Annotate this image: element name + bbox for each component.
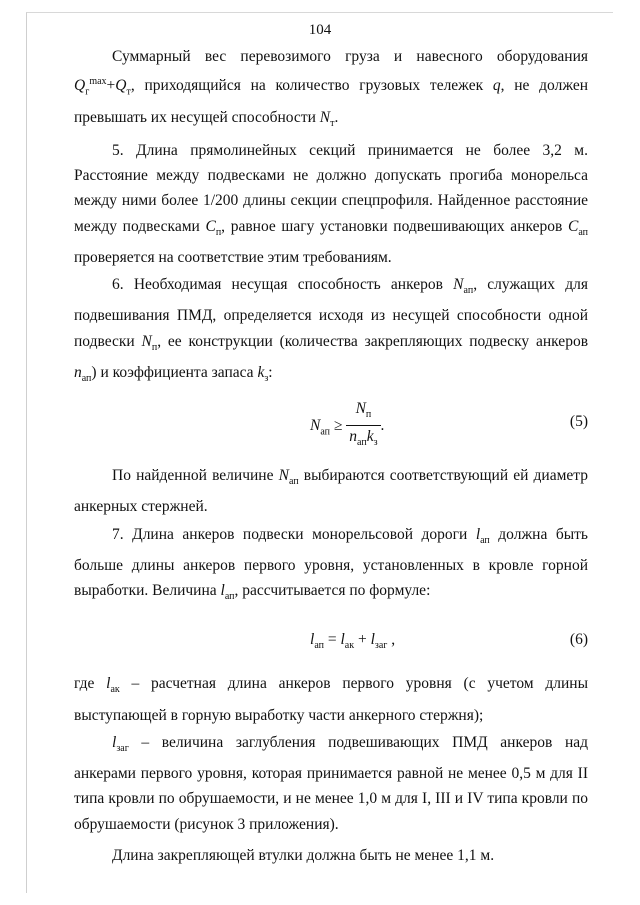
formula-5-number: (5) xyxy=(569,413,588,431)
formula-6-number: (6) xyxy=(569,631,588,649)
paragraph-lzag: $l_{заг}$ – величина заглубления подвешивающих ПМД анкеров над анкерами первого уровня, которая принимается равной не менее 0,5 м для II типа кровли по обрушаемости, и не менее 1,0 м для I, III и IV типа кровли по обрушаемости (рисунок 3 приложения). xyxy=(74,733,588,833)
paragraph-item-6: 6. Необходимая несущая способность анкеров $N_{ап}$, служащих для подвешивания ПМД, определяется исходя из несущей способности одной подвески $N_п$, ее конструкции (количества закрепляющих подвеску анкеров $n_{ап}$) и коэффициента запаса $k_з$: xyxy=(74,276,589,384)
page-number: 104 xyxy=(308,22,332,38)
formula-5 xyxy=(74,397,588,455)
paragraph-item-5: 5. Длина прямолинейных секций принимается не более 3,2 м. Расстояние между подвесками не должно допускать прогиба монорельса между ними более 1/200 длины секции спецпрофиля. Найденное расстояние между подвесками $C_п$, равное шагу установки подвешивающих анкеров $C_{ап}$ проверяется на соответствие этим требованиям. xyxy=(74,141,588,266)
formula-5-expression: $N_{ап}$ ≥ $\frac{N_п}{n_{ап}k_з}$ . xyxy=(310,399,384,454)
paragraph-sleeve-length: Длина закрепляющей втулки должна быть не менее 1,1 м. xyxy=(112,846,495,864)
document-body xyxy=(74,44,588,868)
paragraph-where-lak: где $l_{ак}$ – расчетная длина анкеров первого уровня (с учетом длины выступающей в горную выработку части анкерного стержня); xyxy=(74,675,588,724)
formula-6-expression: $l_{ап} = l_{ак} + l_{заг}$ , xyxy=(310,631,396,652)
paragraph-total-weight: Суммарный вес перевозимого груза и навесного оборудования $Q_г^{max}+Q_т$, приходящийся на количество грузовых тележек q, не должен превышать их несущей способности $N_т$. xyxy=(74,48,589,129)
formula-6 xyxy=(74,615,588,667)
paragraph-diameter: По найденной величине $N_{ап}$ выбираются соответствующий ей диаметр анкерных стержней. xyxy=(74,467,589,516)
paragraph-item-7: 7. Длина анкеров подвески монорельсовой дороги $l_{ап}$ должна быть больше длины анкеров первого уровня, установленных в кровле горной выработки. Величина $l_{ап}$, рассчитывается по формуле: xyxy=(74,525,588,603)
formula-5-fraction: $\frac{N_п}{n_{ап}k_з}$ xyxy=(346,399,380,454)
